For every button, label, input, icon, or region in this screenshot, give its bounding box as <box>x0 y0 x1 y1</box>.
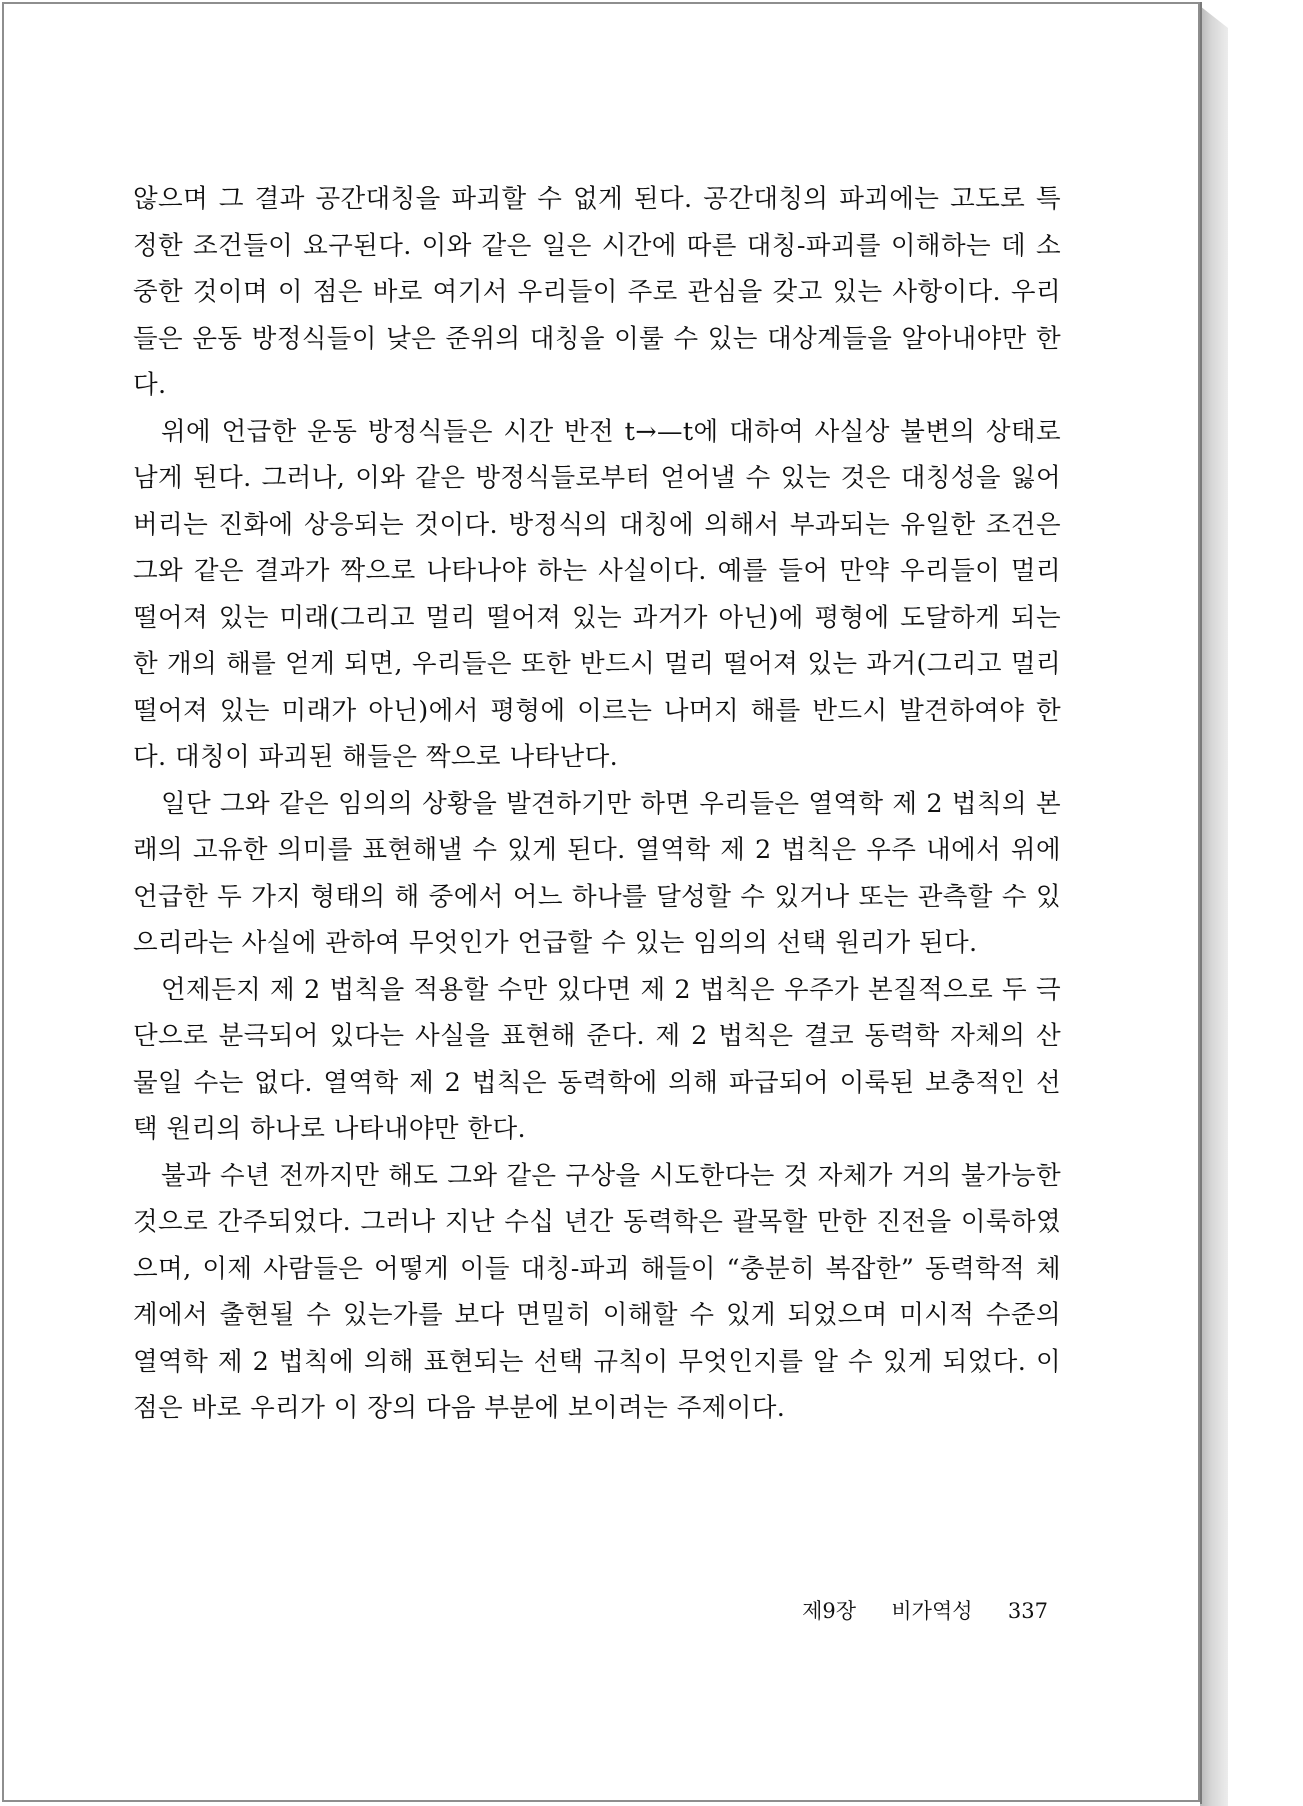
page-edge-line <box>1200 2 1202 1804</box>
page-number: 337 <box>1007 1599 1048 1623</box>
paragraph-4: 언제든지 제 2 법칙을 적용할 수만 있다면 제 2 법칙은 우주가 본질적으로 두 극단으로 분극되어 있다는 사실을 표현해 준다. 제 2 법칙은 결코 동력학 자체의 산물일 수는 없다. 열역학 제 2 법칙은 동력학에 의해 파급되어 이룩된 보충적인 선택 원리의 하나로 나타내야만 한다. <box>133 974 1061 1144</box>
paragraph-3: 일단 그와 같은 임의의 상황을 발견하기만 하면 우리들은 열역학 제 2 법칙의 본래의 고유한 의미를 표현해낼 수 있게 된다. 열역학 제 2 법칙은 우주 내에서 위에 언급한 두 가지 형태의 해 중에서 어느 하나를 달성할 수 있거나 또는 관측할 수 있으리라는 사실에 관하여 무엇인가 언급할 수 있는 임의의 선택 원리가 된다. <box>133 788 1061 958</box>
paragraph-2: 위에 언급한 운동 방정식들은 시간 반전 t→—t에 대하여 사실상 불변의 상태로 남게 된다. 그러나, 이와 같은 방정식들로부터 얻어낼 수 있는 것은 대칭성을 잃어버리는 진화에 상응되는 것이다. 방정식의 대칭에 의해서 부과되는 유일한 조건은 그와 같은 결과가 짝으로 나타나야 하는 사실이다. 예를 들어 만약 우리들이 멀리 떨어져 있는 미래(그리고 멀리 떨어져 있는 과거가 아닌)에 평형에 도달하게 되는 한 개의 해를 얻게 되면, 우리들은 또한 반드시 멀리 떨어져 있는 과거(그리고 멀리 떨어져 있는 미래가 아닌)에서 평형에 이르는 나머지 해를 반드시 발견하여야 한다. 대칭이 파괴된 해들은 짝으로 나타난다. <box>133 416 1061 772</box>
chapter-title: 비가역성 <box>891 1599 973 1623</box>
chapter-label: 제9장 <box>802 1599 856 1623</box>
paragraph-5: 불과 수년 전까지만 해도 그와 같은 구상을 시도한다는 것 자체가 거의 불가능한 것으로 간주되었다. 그러나 지난 수십 년간 동력학은 괄목할 만한 진전을 이룩하였으며, 이제 사람들은 어떻게 이들 대칭-파괴 해들이 “충분히 복잡한” 동력학적 체계에서 출현될 수 있는가를 보다 면밀히 이해할 수 있게 되었으며 미시적 수준의 열역학 제 2 법칙에 의해 표현되는 선택 규칙이 무엇인지를 알 수 있게 되었다. 이 점은 바로 우리가 이 장의 다음 부분에 보이려는 주제이다. <box>133 1160 1061 1423</box>
page-edge-shadow <box>1200 6 1228 1806</box>
running-footer <box>802 1595 1048 1625</box>
paragraph-1: 않으며 그 결과 공간대칭을 파괴할 수 없게 된다. 공간대칭의 파괴에는 고도로 특정한 조건들이 요구된다. 이와 같은 일은 시간에 따른 대칭-파괴를 이해하는 데 소중한 것이며 이 점은 바로 여기서 우리들이 주로 관심을 갖고 있는 사항이다. 우리들은 운동 방정식들이 낮은 준위의 대칭을 이룰 수 있는 대상계들을 알아내야만 한다. <box>133 184 1061 400</box>
body-text <box>133 176 1061 1432</box>
